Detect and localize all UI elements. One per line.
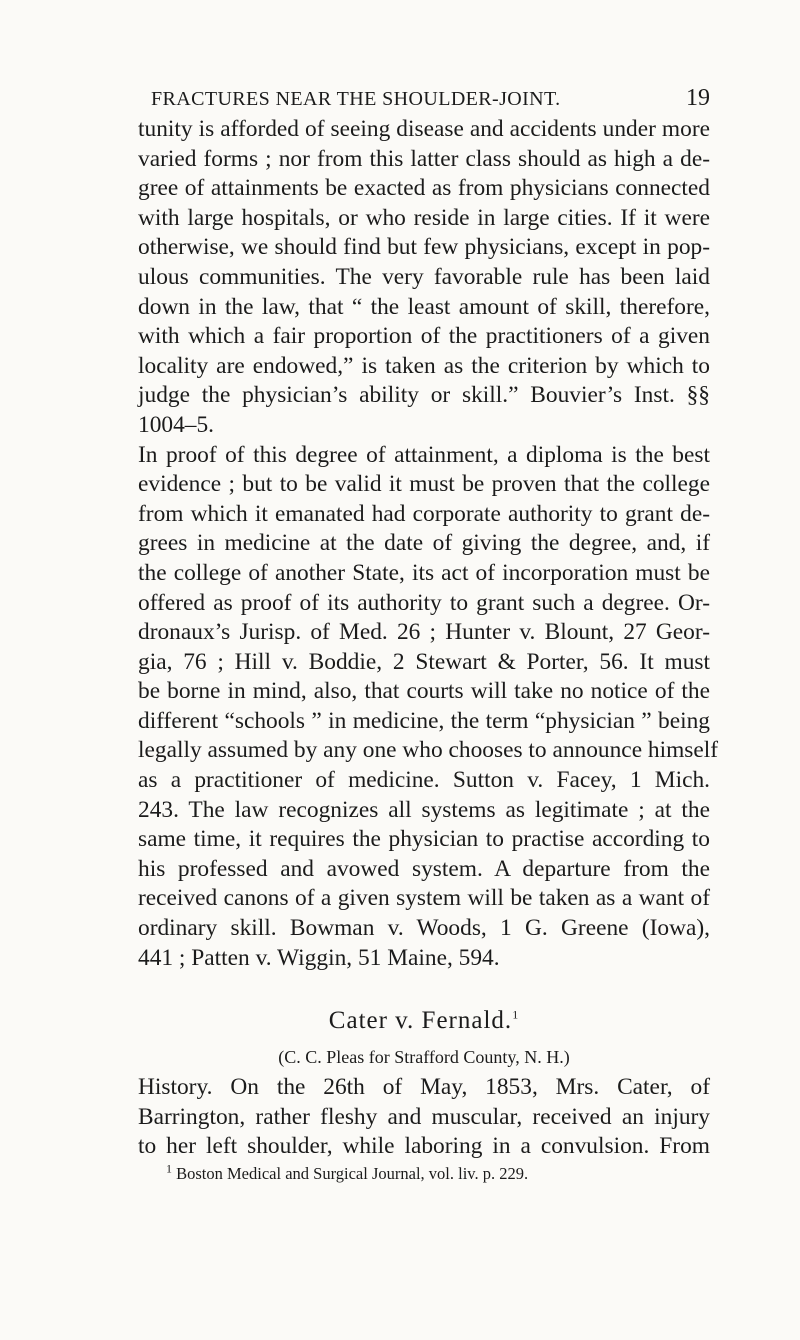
text-line: otherwise, we should find but few physicians, except in pop- (138, 234, 710, 261)
text-line: from which it emanated had corporate authority to grant de- (138, 500, 710, 527)
court-name: (C. C. Pleas for Strafford County, N. H.) (278, 1047, 570, 1068)
case-title: Cater v. Fernald. (328, 1007, 513, 1035)
text-line: offered as proof of its authority to grant such a degree. Or- (138, 589, 710, 616)
text-line: Barrington, rather fleshy and muscular, received an injury (138, 1103, 710, 1130)
page-header (138, 85, 710, 118)
footnote-number: 1 (166, 1161, 172, 1176)
footnote (138, 1163, 710, 1185)
text-line: 1004–5. (138, 411, 215, 438)
running-title: FRACTURES NEAR THE SHOULDER-JOINT. (151, 88, 561, 110)
text-line: History. On the 26th of May, 1853, Mrs. Cater, of (138, 1074, 710, 1101)
text-line: legally assumed by any one who chooses to announce himself (138, 737, 719, 764)
text-line: gree of attainments be exacted as from physicians connected (138, 175, 710, 202)
text-line: to her left shoulder, while laboring in a convulsion. From (138, 1133, 710, 1160)
case-heading (138, 1003, 710, 1039)
text-line: different “schools ” in medicine, the term “physician ” being (138, 707, 710, 734)
text-line: varied forms ; nor from this latter class should as high a de- (138, 145, 710, 172)
text-line: tunity is afforded of seeing disease and accidents under more (138, 116, 710, 142)
text-line: with which a fair proportion of the practitioners of a given (138, 323, 710, 350)
text-line: ordinary skill. Bowman v. Woods, 1 G. Greene (Iowa), (138, 915, 710, 942)
text-line: locality are endowed,” is taken as the criterion by which to (138, 352, 710, 379)
text-line: 441 ; Patten v. Wiggin, 51 Maine, 594. (138, 944, 500, 971)
page-number: 19 (686, 85, 710, 111)
text-line: In proof of this degree of attainment, a diploma is the best (138, 441, 710, 468)
text-line: the college of another State, its act of incorporation must be (138, 559, 710, 586)
footnote-marker: 1 (512, 1007, 520, 1022)
text-line: judge the physician’s ability or skill.” Bouvier’s Inst. §§ (138, 382, 710, 409)
paragraph-3 (138, 1073, 710, 1162)
paragraph-2 (138, 441, 719, 974)
text-line: grees in medicine at the date of giving the degree, and, if (138, 530, 710, 557)
text-line: down in the law, that “ the least amount of skill, therefore, (138, 293, 710, 320)
text-line: received canons of a given system will be taken as a want of (138, 885, 710, 912)
text-line: dronaux’s Jurisp. of Med. 26 ; Hunter v. Blount, 27 Geor- (138, 619, 710, 646)
text-line: be borne in mind, also, that courts will take no notice of the (138, 678, 710, 705)
text-line: evidence ; but to be valid it must be proven that the college (138, 471, 710, 498)
text-line: same time, it requires the physician to practise according to (138, 826, 710, 853)
text-line: gia, 76 ; Hill v. Boddie, 2 Stewart & Porter, 56. It must (138, 648, 710, 675)
text-line: his professed and avowed system. A departure from the (138, 855, 710, 882)
paragraph-1 (138, 115, 710, 441)
body-text (138, 115, 719, 1185)
text-line: ulous communities. The very favorable rule has been laid (138, 263, 710, 290)
text-line: 243. The law recognizes all systems as legitimate ; at the (138, 796, 710, 823)
text-line: as a practitioner of medicine. Sutton v. Facey, 1 Mich. (138, 767, 710, 794)
footnote-text: Boston Medical and Surgical Journal, vol. liv. p. 229. (176, 1164, 529, 1183)
text-line: with large hospitals, or who reside in large cities. If it were (138, 204, 710, 231)
